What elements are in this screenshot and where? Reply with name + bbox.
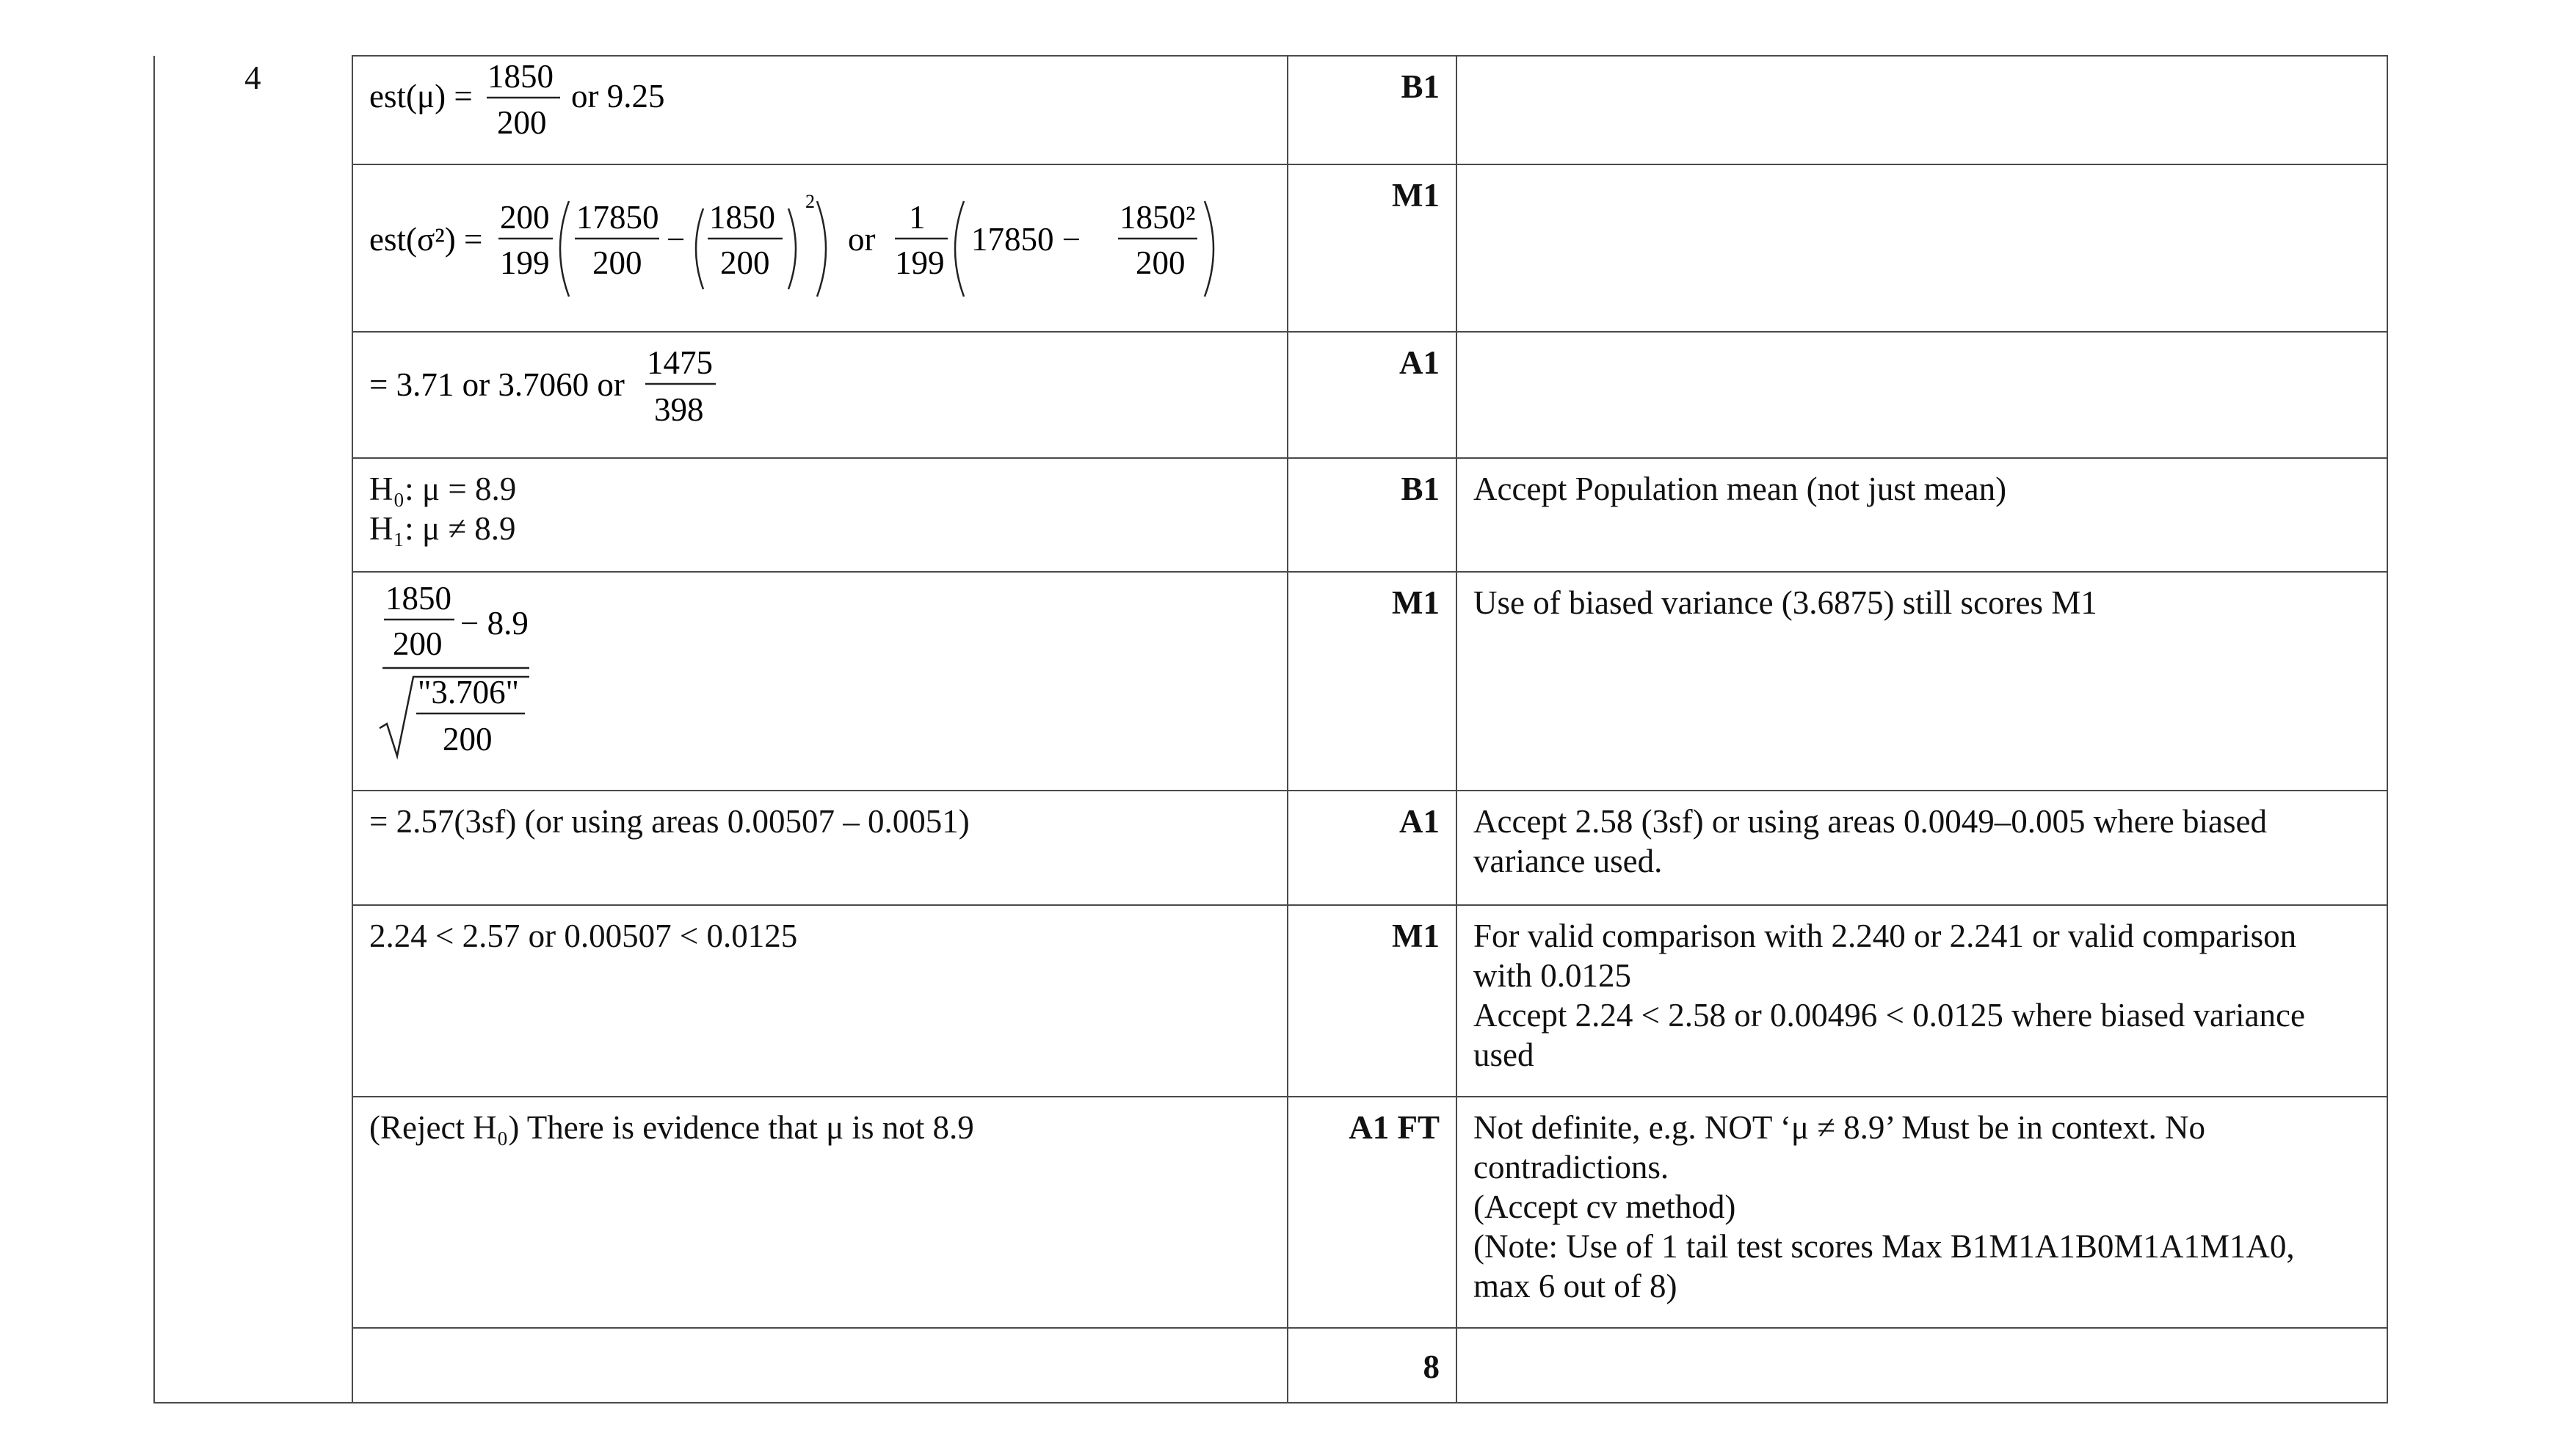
guidance-cell [1456,1097,2387,1328]
zstat-num-num: 1850 [385,583,451,617]
mark-cell: B1 [1288,56,1456,164]
g3-num: 1850² [1120,199,1196,236]
working-cell-est-sigma [352,164,1288,332]
working-line: = 2.57(3sf) (or using areas 0.00507 – 0.0051) [369,803,970,840]
working-cell-total [352,1328,1288,1403]
guidance-line: variance used. [1473,843,1663,879]
est-mu-den: 200 [497,104,547,141]
g3-den: 200 [1136,244,1186,281]
working-line: 2.24 < 2.57 or 0.00507 < 0.0125 [369,918,798,954]
est-mu-lhs: est(μ) = [369,78,473,115]
f1-num: 200 [500,199,550,236]
guidance-cell [1456,332,2387,458]
guidance-cell [1456,1328,2387,1403]
guidance-line: Accept 2.58 (3sf) or using areas 0.0049–0.005 where biased [1473,803,2267,840]
guidance-cell [1456,56,2387,164]
guidance-line: Not definite, e.g. NOT ‘μ ≠ 8.9’ Must be in context. No [1473,1109,2205,1146]
working-cell-conclusion [352,1097,1288,1328]
zstat-minus: − 8.9 [460,605,529,642]
zstat-num-den: 200 [393,625,443,662]
working-cell-z-value [352,791,1288,905]
est-mu-tail: or 9.25 [571,78,665,115]
working-cell-est-mu [352,56,1288,164]
variance-lhs: = 3.71 or 3.7060 or [369,366,625,403]
mark-cell: B1 [1288,458,1456,572]
mark-cell: M1 [1288,905,1456,1097]
test-statistic-formula [369,583,663,774]
g2-term: 17850 − [971,221,1081,258]
working-cell-test-statistic [352,572,1288,791]
guidance-line: used [1473,1036,1534,1073]
guidance-line: Use of biased variance (3.6875) still scores M1 [1473,584,2097,621]
guidance-line: max 6 out of 8) [1473,1268,1677,1304]
est-mu-formula [369,59,1030,148]
f2-num: 17850 [576,199,659,236]
exponent: 2 [805,191,815,212]
guidance-line: with 0.0125 [1473,957,1632,994]
working-cell-comparison [352,905,1288,1097]
variance-den: 398 [654,391,704,428]
guidance-cell [1456,458,2387,572]
est-sigma-formula [369,183,1250,315]
guidance-line: (Note: Use of 1 tail test scores Max B1M1A1B0M1A1M1A0, [1473,1228,2295,1265]
question-column [154,56,352,1403]
mark-cell: A1 [1288,791,1456,905]
zstat-root-num: "3.706" [418,674,519,711]
minus-sign: − [667,221,686,258]
alternative-hypothesis: H₁: μ ≠ 8.9 [369,510,516,547]
guidance-line: Accept 2.24 < 2.58 or 0.00496 < 0.0125 where biased variance [1473,997,2305,1034]
null-hypothesis: H₀: μ = 8.9 [369,471,517,507]
guidance-cell [1456,572,2387,791]
working-line: (Reject H₀) There is evidence that μ is not 8.9 [369,1109,974,1146]
or-text: or [848,221,876,258]
est-mu-num: 1850 [487,59,554,95]
guidance-cell [1456,905,2387,1097]
guidance-line: contradictions. [1473,1149,1669,1185]
f1-den: 199 [500,244,550,281]
variance-num: 1475 [647,344,713,381]
g1-den: 199 [895,244,945,281]
f3-num: 1850 [709,199,775,236]
guidance-cell [1456,164,2387,332]
mark-cell: A1 FT [1288,1097,1456,1328]
zstat-root-den: 200 [443,721,493,758]
est-sigma-lhs: est(σ²) = [369,221,483,258]
question-number: 4 [244,59,261,96]
mark-cell: M1 [1288,164,1456,332]
mark-cell: M1 [1288,572,1456,791]
guidance-cell [1456,791,2387,905]
mark-cell: A1 [1288,332,1456,458]
total-marks: 8 [1288,1328,1456,1403]
variance-value-formula [369,338,1030,441]
mark-scheme-table [153,55,2388,1403]
f2-den: 200 [592,244,642,281]
guidance-line: Accept Population mean (not just mean) [1473,471,2007,507]
working-cell-variance-value [352,332,1288,458]
g1-num: 1 [909,199,926,236]
working-cell-hypotheses [352,458,1288,572]
guidance-line: For valid comparison with 2.240 or 2.241 or valid comparison [1473,918,2297,954]
f3-den: 200 [720,244,770,281]
guidance-line: (Accept cv method) [1473,1188,1736,1225]
